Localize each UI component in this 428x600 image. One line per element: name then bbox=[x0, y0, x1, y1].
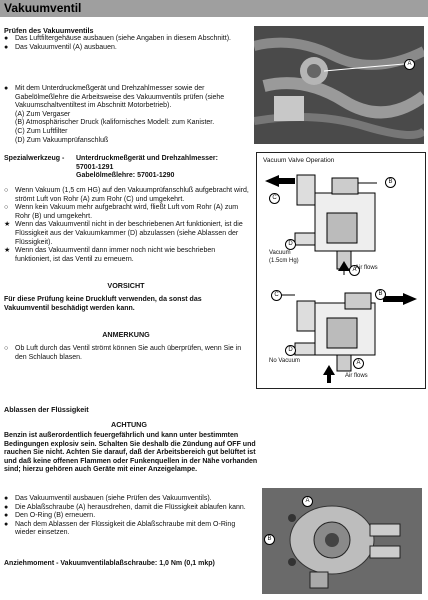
diagram-label-b2: B bbox=[375, 289, 386, 300]
diagram-label-d: D bbox=[285, 239, 296, 250]
air-flows-label: Air flows bbox=[355, 265, 378, 271]
list-item: ● Mit dem Unterdruckmeßgerät und Drehzahlmesser sowie der Gabelölmeßlehre die Arbeitsweise des Vakuumventils prüfen (siehe Vakuumschaltventiltest im Abschnitt Motorbetrieb). bbox=[4, 85, 225, 110]
list-item: ● Die Ablaßschraube (A) herausdrehen, damit die Flüssigkeit ablaufen kann. bbox=[4, 503, 246, 511]
list-item: ● Das Vakuumventil ausbauen (siehe Prüfen des Vakuumventils). bbox=[4, 495, 212, 502]
check-intro bbox=[4, 85, 248, 145]
parts-list bbox=[4, 111, 248, 145]
caution-heading: VORSICHT bbox=[107, 281, 145, 290]
special-tools bbox=[4, 155, 254, 181]
drain-warning-text: Benzin ist außerordentlich feuergefährlich und kann unter bestimmten Bedingungen explosiv sein. Schalten Sie deshalb die Zündung auf OFF und rauchen Sie nicht. Achten Sie darauf, daß der Arbeitsbereich gut belüftet ist und daß keine offenen Flammen oder Funkenquellen in der Nähe vorhanden sind; hierzu gehören auch Geräte mit einer Anzeigelampe. bbox=[4, 432, 258, 474]
note-symbol: ○ bbox=[4, 345, 9, 352]
list-item: ● Das Vakuumventil (A) ausbauen. bbox=[4, 43, 117, 51]
drain-steps bbox=[4, 495, 248, 538]
torque-spec: Anziehmoment - Vakuumventilablaßschraube: 1,0 Nm (0,1 mkp) bbox=[4, 560, 215, 567]
list-item: ○ Wenn Vakuum (1,5 cm HG) auf den Vakuumprüfanschluß aufgebracht wird, strömt Luft von Rohr (A) zum Rohr (C) und umgekehrt. bbox=[4, 187, 249, 203]
no-vacuum-label: No Vacuum bbox=[269, 358, 300, 364]
list-item: ★ Wenn das Vakuumventil dann immer noch nicht wie beschrieben funktioniert, ist das Ventil zu erneuern. bbox=[4, 247, 216, 263]
photo-label-a-bottom: A bbox=[302, 496, 313, 507]
vacuum-valve-diagram bbox=[256, 152, 426, 389]
part-b: (B) Atmosphärischer Druck (kalifornisches Modell: zum Kanister. bbox=[15, 119, 215, 127]
page-title: Vakuumventil bbox=[4, 1, 82, 15]
diagram-title: Vacuum Valve Operation bbox=[263, 157, 335, 164]
vacuum-label: Vacuum bbox=[269, 250, 291, 256]
part-a: (A) Zum Vergaser bbox=[15, 110, 71, 118]
drain-heading: Ablassen der Flüssigkeit bbox=[4, 405, 89, 414]
list-item: ○ Wenn kein Vakuum mehr aufgebracht wird, fließt Luft vom Rohr (A) zum Rohr (B) und umgekehrt. bbox=[4, 204, 239, 220]
tools-line1: Unterdruckmeßgerät und Drehzahlmesser: bbox=[76, 155, 218, 162]
photo-label-a: A bbox=[404, 59, 415, 70]
list-item: ● Nach dem Ablassen der Flüssigkeit die Ablaßschraube mit dem O-Ring wieder einsetzen. bbox=[4, 520, 236, 537]
part-c: (C) Zum Luftfilter bbox=[15, 127, 68, 135]
list-item: ★ Wenn das Vakuumventil nicht in der beschriebenen Art funktioniert, ist die Flüssigkeit aus der Vakuumkammer (D) abzulassen (siehe Ablassen der Flüssigkeit). bbox=[4, 221, 243, 246]
air-flows-label-2: Air flows bbox=[345, 373, 368, 379]
list-item: ● Den O-Ring (B) erneuern. bbox=[4, 512, 96, 520]
caution-text: Für diese Prüfung keine Druckluft verwenden, da sonst das Vakuumventil beschädigt werden kann. bbox=[4, 296, 202, 312]
diagram-label-c2: C bbox=[271, 290, 282, 301]
note-text: Ob Luft durch das Ventil strömt können Sie auch überprüfen, wenn Sie in den Schlauch blasen. bbox=[15, 345, 242, 361]
note-body bbox=[4, 345, 248, 362]
diagram-label-c: C bbox=[269, 193, 280, 204]
diagram-label-a2: A bbox=[353, 358, 364, 369]
tools-label: Spezialwerkzeug - bbox=[4, 155, 65, 162]
engine-photo bbox=[254, 26, 424, 144]
check-steps bbox=[4, 35, 248, 52]
list-item: ● Das Luftfiltergehäuse ausbauen (siehe Angaben in diesem Abschnitt). bbox=[4, 35, 231, 42]
tools-line3: Gabelölmeßlehre: 57001-1290 bbox=[76, 172, 175, 180]
diagram-label-a: A bbox=[349, 265, 360, 276]
note-heading: ANMERKUNG bbox=[102, 330, 150, 339]
results-list bbox=[4, 187, 252, 264]
part-d: (D) Zum Vakuumprüfanschluß bbox=[15, 136, 109, 144]
diagram-label-b: B bbox=[385, 177, 396, 188]
vacuum-value: (1.5cm Hg) bbox=[269, 258, 299, 264]
valve-photo bbox=[262, 488, 422, 594]
diagram-label-d2: D bbox=[285, 345, 296, 356]
drain-warning-heading: ACHTUNG bbox=[111, 420, 147, 429]
check-heading: Prüfen des Vakuumventils bbox=[4, 26, 94, 35]
tools-line2: 57001-1291 bbox=[76, 163, 114, 171]
photo-label-b-bottom: B bbox=[264, 534, 275, 545]
